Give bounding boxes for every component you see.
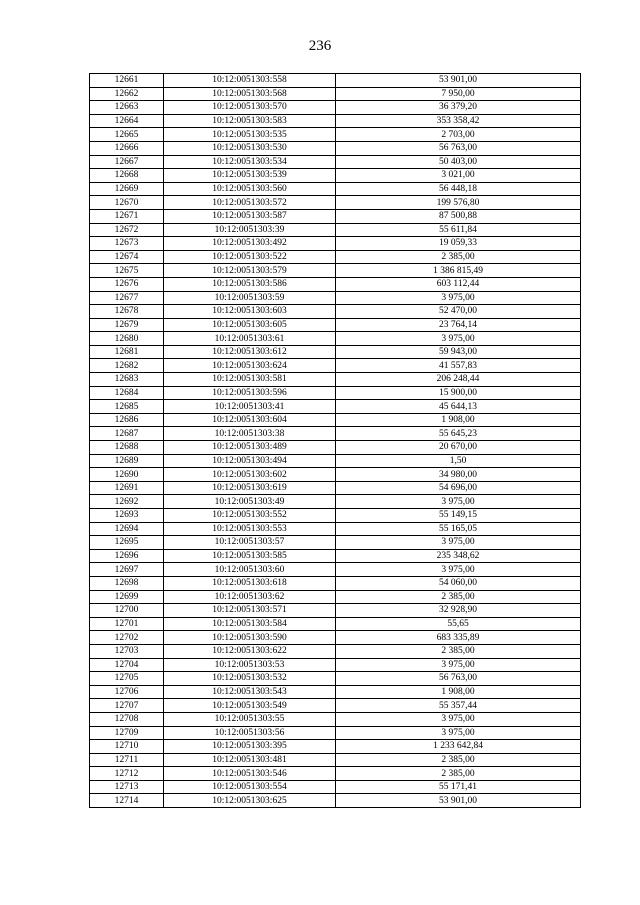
value-cell: 235 348,62 — [336, 549, 581, 563]
row-number-cell: 12705 — [90, 672, 164, 686]
row-number-cell: 12689 — [90, 454, 164, 468]
cadastral-number-cell: 10:12:0051303:549 — [164, 699, 336, 713]
cadastral-number-cell: 10:12:0051303:625 — [164, 794, 336, 808]
table-row — [90, 114, 581, 128]
value-cell: 34 980,00 — [336, 468, 581, 482]
table-row — [90, 400, 581, 414]
table-row — [90, 345, 581, 359]
table-row — [90, 182, 581, 196]
cadastral-number-cell: 10:12:0051303:619 — [164, 481, 336, 495]
row-number-cell: 12690 — [90, 468, 164, 482]
row-number-cell: 12680 — [90, 332, 164, 346]
cadastral-number-cell: 10:12:0051303:530 — [164, 141, 336, 155]
cadastral-number-cell: 10:12:0051303:558 — [164, 74, 336, 88]
cadastral-number-cell: 10:12:0051303:583 — [164, 114, 336, 128]
cadastral-number-cell: 10:12:0051303:568 — [164, 87, 336, 101]
cadastral-number-cell: 10:12:0051303:534 — [164, 155, 336, 169]
table-row — [90, 794, 581, 808]
table-row — [90, 359, 581, 373]
cadastral-number-cell: 10:12:0051303:395 — [164, 740, 336, 754]
row-number-cell: 12679 — [90, 318, 164, 332]
value-cell: 55 165,05 — [336, 522, 581, 536]
table-row — [90, 318, 581, 332]
value-cell: 7 950,00 — [336, 87, 581, 101]
table-row — [90, 658, 581, 672]
row-number-cell: 12685 — [90, 400, 164, 414]
row-number-cell: 12667 — [90, 155, 164, 169]
row-number-cell: 12674 — [90, 250, 164, 264]
value-cell: 353 358,42 — [336, 114, 581, 128]
row-number-cell: 12686 — [90, 413, 164, 427]
cadastral-number-cell: 10:12:0051303:572 — [164, 196, 336, 210]
row-number-cell: 12691 — [90, 481, 164, 495]
table-row — [90, 169, 581, 183]
row-number-cell: 12677 — [90, 291, 164, 305]
value-cell: 53 901,00 — [336, 794, 581, 808]
table-row — [90, 155, 581, 169]
cadastral-number-cell: 10:12:0051303:570 — [164, 101, 336, 115]
value-cell: 1 908,00 — [336, 685, 581, 699]
cadastral-number-cell: 10:12:0051303:522 — [164, 250, 336, 264]
row-number-cell: 12706 — [90, 685, 164, 699]
value-cell: 36 379,20 — [336, 101, 581, 115]
table-row — [90, 495, 581, 509]
row-number-cell: 12692 — [90, 495, 164, 509]
value-cell: 54 060,00 — [336, 576, 581, 590]
cadastral-number-cell: 10:12:0051303:605 — [164, 318, 336, 332]
table-row — [90, 604, 581, 618]
value-cell: 53 901,00 — [336, 74, 581, 88]
table-row — [90, 590, 581, 604]
row-number-cell: 12670 — [90, 196, 164, 210]
row-number-cell: 12695 — [90, 536, 164, 550]
value-cell: 2 385,00 — [336, 250, 581, 264]
table-row — [90, 250, 581, 264]
table-row — [90, 305, 581, 319]
row-number-cell: 12673 — [90, 237, 164, 251]
row-number-cell: 12688 — [90, 441, 164, 455]
row-number-cell: 12664 — [90, 114, 164, 128]
table-row — [90, 712, 581, 726]
row-number-cell: 12678 — [90, 305, 164, 319]
table-row — [90, 101, 581, 115]
row-number-cell: 12703 — [90, 644, 164, 658]
table-row — [90, 767, 581, 781]
table-row — [90, 699, 581, 713]
table-row — [90, 522, 581, 536]
cadastral-number-cell: 10:12:0051303:612 — [164, 345, 336, 359]
value-cell: 56 763,00 — [336, 672, 581, 686]
value-cell: 3 021,00 — [336, 169, 581, 183]
cadastral-number-cell: 10:12:0051303:604 — [164, 413, 336, 427]
cadastral-number-cell: 10:12:0051303:56 — [164, 726, 336, 740]
row-number-cell: 12707 — [90, 699, 164, 713]
cadastral-number-cell: 10:12:0051303:618 — [164, 576, 336, 590]
table-row — [90, 291, 581, 305]
table-row — [90, 780, 581, 794]
cadastral-number-cell: 10:12:0051303:571 — [164, 604, 336, 618]
registry-table — [89, 73, 581, 808]
table-row — [90, 413, 581, 427]
value-cell: 50 403,00 — [336, 155, 581, 169]
row-number-cell: 12700 — [90, 604, 164, 618]
row-number-cell: 12665 — [90, 128, 164, 142]
value-cell: 1 386 815,49 — [336, 264, 581, 278]
table-row — [90, 740, 581, 754]
row-number-cell: 12696 — [90, 549, 164, 563]
row-number-cell: 12698 — [90, 576, 164, 590]
cadastral-number-cell: 10:12:0051303:60 — [164, 563, 336, 577]
table-row — [90, 373, 581, 387]
row-number-cell: 12684 — [90, 386, 164, 400]
row-number-cell: 12714 — [90, 794, 164, 808]
row-number-cell: 12666 — [90, 141, 164, 155]
value-cell: 3 975,00 — [336, 712, 581, 726]
table-row — [90, 223, 581, 237]
table-row — [90, 617, 581, 631]
value-cell: 3 975,00 — [336, 332, 581, 346]
cadastral-number-cell: 10:12:0051303:579 — [164, 264, 336, 278]
table-row — [90, 644, 581, 658]
cadastral-number-cell: 10:12:0051303:532 — [164, 672, 336, 686]
value-cell: 55 611,84 — [336, 223, 581, 237]
table-row — [90, 386, 581, 400]
value-cell: 2 385,00 — [336, 590, 581, 604]
table-row — [90, 454, 581, 468]
cadastral-number-cell: 10:12:0051303:581 — [164, 373, 336, 387]
row-number-cell: 12704 — [90, 658, 164, 672]
cadastral-number-cell: 10:12:0051303:535 — [164, 128, 336, 142]
table-row — [90, 672, 581, 686]
table-row — [90, 237, 581, 251]
value-cell: 3 975,00 — [336, 536, 581, 550]
value-cell: 55 171,41 — [336, 780, 581, 794]
row-number-cell: 12712 — [90, 767, 164, 781]
cadastral-number-cell: 10:12:0051303:560 — [164, 182, 336, 196]
cadastral-number-cell: 10:12:0051303:553 — [164, 522, 336, 536]
table-row — [90, 264, 581, 278]
cadastral-number-cell: 10:12:0051303:539 — [164, 169, 336, 183]
row-number-cell: 12675 — [90, 264, 164, 278]
cadastral-number-cell: 10:12:0051303:602 — [164, 468, 336, 482]
value-cell: 20 670,00 — [336, 441, 581, 455]
value-cell: 3 975,00 — [336, 563, 581, 577]
row-number-cell: 12697 — [90, 563, 164, 577]
row-number-cell: 12694 — [90, 522, 164, 536]
value-cell: 3 975,00 — [336, 291, 581, 305]
value-cell: 1 908,00 — [336, 413, 581, 427]
row-number-cell: 12682 — [90, 359, 164, 373]
value-cell: 206 248,44 — [336, 373, 581, 387]
row-number-cell: 12687 — [90, 427, 164, 441]
value-cell: 3 975,00 — [336, 658, 581, 672]
cadastral-number-cell: 10:12:0051303:584 — [164, 617, 336, 631]
table-row — [90, 481, 581, 495]
value-cell: 603 112,44 — [336, 277, 581, 291]
cadastral-number-cell: 10:12:0051303:59 — [164, 291, 336, 305]
value-cell: 1,50 — [336, 454, 581, 468]
cadastral-number-cell: 10:12:0051303:622 — [164, 644, 336, 658]
cadastral-number-cell: 10:12:0051303:554 — [164, 780, 336, 794]
row-number-cell: 12713 — [90, 780, 164, 794]
table-row — [90, 74, 581, 88]
table-row — [90, 536, 581, 550]
table-row — [90, 563, 581, 577]
cadastral-number-cell: 10:12:0051303:39 — [164, 223, 336, 237]
row-number-cell: 12711 — [90, 753, 164, 767]
cadastral-number-cell: 10:12:0051303:585 — [164, 549, 336, 563]
table-row — [90, 332, 581, 346]
value-cell: 56 448,18 — [336, 182, 581, 196]
cadastral-number-cell: 10:12:0051303:603 — [164, 305, 336, 319]
row-number-cell: 12709 — [90, 726, 164, 740]
cadastral-number-cell: 10:12:0051303:494 — [164, 454, 336, 468]
table-row — [90, 427, 581, 441]
cadastral-number-cell: 10:12:0051303:590 — [164, 631, 336, 645]
value-cell: 54 696,00 — [336, 481, 581, 495]
row-number-cell: 12662 — [90, 87, 164, 101]
value-cell: 52 470,00 — [336, 305, 581, 319]
cadastral-number-cell: 10:12:0051303:41 — [164, 400, 336, 414]
cadastral-number-cell: 10:12:0051303:61 — [164, 332, 336, 346]
cadastral-number-cell: 10:12:0051303:62 — [164, 590, 336, 604]
value-cell: 199 576,80 — [336, 196, 581, 210]
row-number-cell: 12676 — [90, 277, 164, 291]
cadastral-number-cell: 10:12:0051303:543 — [164, 685, 336, 699]
table-row — [90, 685, 581, 699]
row-number-cell: 12661 — [90, 74, 164, 88]
row-number-cell: 12668 — [90, 169, 164, 183]
row-number-cell: 12672 — [90, 223, 164, 237]
row-number-cell: 12693 — [90, 509, 164, 523]
row-number-cell: 12669 — [90, 182, 164, 196]
value-cell: 32 928,90 — [336, 604, 581, 618]
row-number-cell: 12708 — [90, 712, 164, 726]
table-row — [90, 753, 581, 767]
value-cell: 87 500,88 — [336, 209, 581, 223]
cadastral-number-cell: 10:12:0051303:492 — [164, 237, 336, 251]
table-row — [90, 196, 581, 210]
table-row — [90, 141, 581, 155]
table-row — [90, 549, 581, 563]
cadastral-number-cell: 10:12:0051303:38 — [164, 427, 336, 441]
row-number-cell: 12699 — [90, 590, 164, 604]
table-row — [90, 576, 581, 590]
value-cell: 23 764,14 — [336, 318, 581, 332]
registry-table-body — [90, 74, 581, 808]
value-cell: 56 763,00 — [336, 141, 581, 155]
value-cell: 15 900,00 — [336, 386, 581, 400]
cadastral-number-cell: 10:12:0051303:481 — [164, 753, 336, 767]
value-cell: 2 385,00 — [336, 753, 581, 767]
cadastral-number-cell: 10:12:0051303:586 — [164, 277, 336, 291]
row-number-cell: 12663 — [90, 101, 164, 115]
cadastral-number-cell: 10:12:0051303:49 — [164, 495, 336, 509]
row-number-cell: 12701 — [90, 617, 164, 631]
row-number-cell: 12710 — [90, 740, 164, 754]
cadastral-number-cell: 10:12:0051303:587 — [164, 209, 336, 223]
cadastral-number-cell: 10:12:0051303:546 — [164, 767, 336, 781]
cadastral-number-cell: 10:12:0051303:624 — [164, 359, 336, 373]
value-cell: 2 703,00 — [336, 128, 581, 142]
value-cell: 55 149,15 — [336, 509, 581, 523]
value-cell: 45 644,13 — [336, 400, 581, 414]
value-cell: 41 557,83 — [336, 359, 581, 373]
page-number: 236 — [308, 38, 332, 54]
table-row — [90, 631, 581, 645]
value-cell: 2 385,00 — [336, 644, 581, 658]
value-cell: 55 645,23 — [336, 427, 581, 441]
cadastral-number-cell: 10:12:0051303:552 — [164, 509, 336, 523]
row-number-cell: 12702 — [90, 631, 164, 645]
value-cell: 55,65 — [336, 617, 581, 631]
value-cell: 683 335,89 — [336, 631, 581, 645]
table-row — [90, 468, 581, 482]
value-cell: 55 357,44 — [336, 699, 581, 713]
table-row — [90, 277, 581, 291]
cadastral-number-cell: 10:12:0051303:55 — [164, 712, 336, 726]
table-row — [90, 509, 581, 523]
cadastral-number-cell: 10:12:0051303:596 — [164, 386, 336, 400]
value-cell: 19 059,33 — [336, 237, 581, 251]
value-cell: 2 385,00 — [336, 767, 581, 781]
cadastral-number-cell: 10:12:0051303:489 — [164, 441, 336, 455]
table-row — [90, 87, 581, 101]
table-row — [90, 209, 581, 223]
cadastral-number-cell: 10:12:0051303:57 — [164, 536, 336, 550]
row-number-cell: 12683 — [90, 373, 164, 387]
cadastral-number-cell: 10:12:0051303:53 — [164, 658, 336, 672]
value-cell: 1 233 642,84 — [336, 740, 581, 754]
value-cell: 59 943,00 — [336, 345, 581, 359]
table-row — [90, 726, 581, 740]
value-cell: 3 975,00 — [336, 726, 581, 740]
row-number-cell: 12671 — [90, 209, 164, 223]
value-cell: 3 975,00 — [336, 495, 581, 509]
row-number-cell: 12681 — [90, 345, 164, 359]
table-row — [90, 441, 581, 455]
table-row — [90, 128, 581, 142]
